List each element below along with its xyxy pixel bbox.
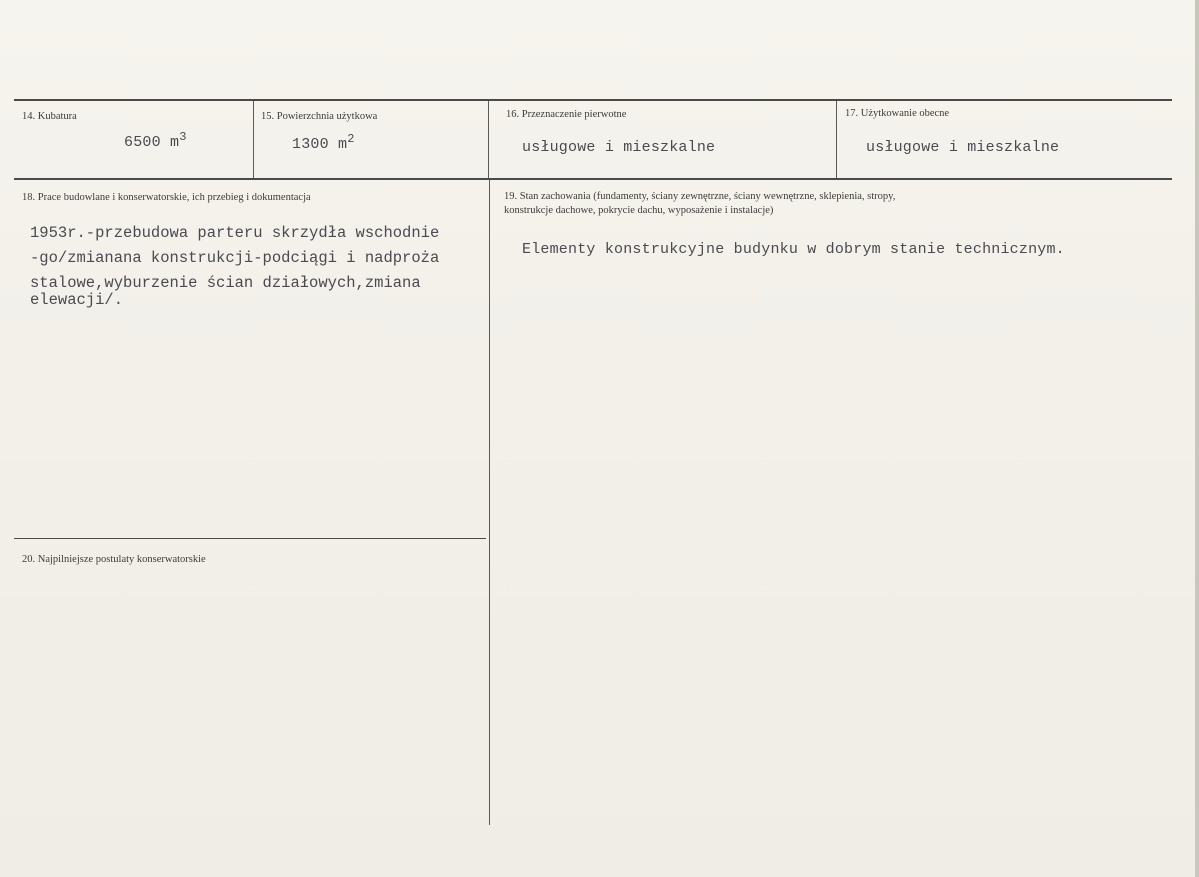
uzytkowanie-value: usługowe i mieszkalne bbox=[866, 139, 1060, 156]
lower-left-rule bbox=[14, 538, 486, 539]
prace-line: 1953r.-przebudowa parteru skrzydła wschodnie bbox=[30, 224, 440, 242]
kubatura-value bbox=[124, 130, 187, 151]
divider-18-19 bbox=[489, 180, 490, 825]
prace-line: stalowe,wyburzenie ścian działowych,zmiana bbox=[30, 274, 421, 292]
prace-text bbox=[30, 222, 439, 311]
top-rule bbox=[14, 99, 1172, 101]
powierzchnia-number: 1300 m bbox=[292, 136, 348, 153]
kubatura-number: 6500 m bbox=[124, 134, 180, 151]
stan-label-line-1: 19. Stan zachowania (fundamenty, ściany zewnętrzne, ściany wewnętrzne, sklepienia, stropy, bbox=[504, 191, 896, 202]
divider-16-17 bbox=[836, 101, 837, 178]
kubatura-label: 14. Kubatura bbox=[22, 111, 77, 122]
stan-value: Elementy konstrukcyjne budynku w dobrym stanie technicznym. bbox=[522, 241, 1065, 258]
stan-label-line-2: konstrukcje dachowe, pokrycie dachu, wyposażenie i instalacje) bbox=[504, 205, 774, 216]
middle-rule bbox=[14, 178, 1172, 180]
kubatura-exponent: 3 bbox=[179, 130, 187, 144]
powierzchnia-value bbox=[292, 132, 355, 153]
sheet-edge bbox=[1195, 0, 1199, 877]
postulaty-label: 20. Najpilniejsze postulaty konserwatorskie bbox=[22, 554, 206, 565]
uzytkowanie-label: 17. Użytkowanie obecne bbox=[845, 108, 950, 119]
prace-label: 18. Prace budowlane i konserwatorskie, ich przebieg i dokumentacja bbox=[22, 192, 311, 203]
powierzchnia-exponent: 2 bbox=[347, 132, 355, 146]
divider-14-15 bbox=[253, 101, 254, 178]
divider-15-16 bbox=[488, 101, 489, 178]
przeznaczenie-value: usługowe i mieszkalne bbox=[522, 139, 716, 156]
powierzchnia-label: 15. Powierzchnia użytkowa bbox=[261, 111, 378, 122]
prace-line: elewacji/. bbox=[30, 291, 124, 309]
prace-line: -go/zmianana konstrukcji-podciągi i nadproża bbox=[30, 249, 440, 267]
przeznaczenie-label: 16. Przeznaczenie pierwotne bbox=[506, 109, 627, 120]
